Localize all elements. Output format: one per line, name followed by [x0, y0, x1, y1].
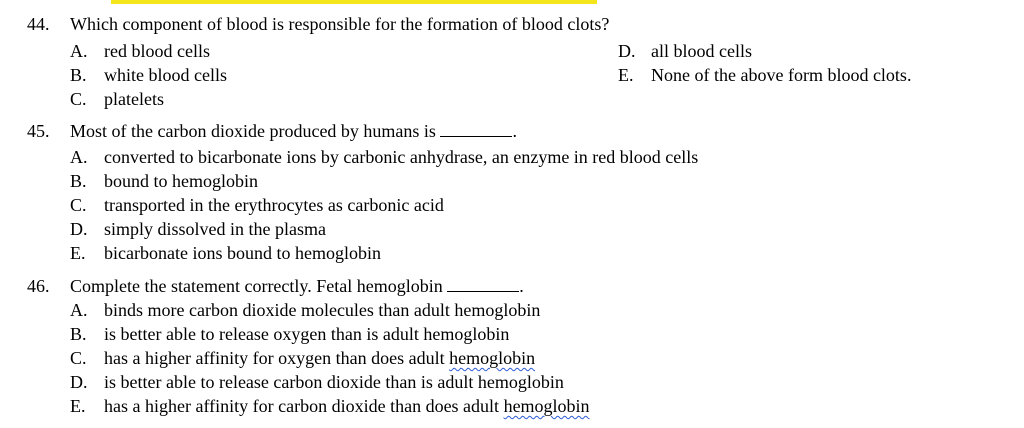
option-text: white blood cells: [104, 65, 227, 85]
option-text: platelets: [104, 89, 164, 109]
option-text: binds more carbon dioxide molecules than adult hemoglobin: [104, 300, 541, 320]
question-text-wrap: [70, 120, 517, 142]
option-letter: B.: [70, 324, 87, 344]
question-text: Most of the carbon dioxide produced by humans is: [70, 121, 436, 141]
option-letter: B.: [70, 171, 87, 191]
question-number: 45.: [27, 121, 50, 141]
answer-blank: [447, 275, 519, 292]
question-text: Complete the statement correctly. Fetal hemoglobin: [70, 276, 443, 296]
option-letter: E.: [70, 396, 86, 416]
option-text: None of the above form blood clots.: [651, 65, 912, 85]
question-text: Which component of blood is responsible for the formation of blood clots?: [70, 14, 610, 34]
option-text: is better able to release carbon dioxide than is adult hemoglobin: [104, 372, 564, 392]
spellcheck-word: hemoglobin: [449, 348, 536, 368]
option-letter: B.: [70, 65, 87, 85]
option-text: has a higher affinity for oxygen than does adult: [104, 348, 445, 368]
question-text-wrap: [70, 275, 524, 297]
question-end: .: [512, 121, 517, 141]
option-letter: E.: [70, 243, 86, 263]
option-text: is better able to release oxygen than is adult hemoglobin: [104, 324, 510, 344]
question-number: 46.: [27, 276, 50, 296]
option-letter: D.: [618, 41, 636, 61]
option-text-wrap: [104, 347, 535, 369]
option-letter: D.: [70, 372, 88, 392]
option-letter: C.: [70, 89, 87, 109]
answer-blank: [440, 120, 512, 137]
option-letter: C.: [70, 348, 87, 368]
question-number: 44.: [27, 14, 50, 34]
option-text-wrap: [104, 395, 590, 417]
option-letter: C.: [70, 195, 87, 215]
spellcheck-word: hemoglobin: [503, 396, 590, 416]
option-text: bicarbonate ions bound to hemoglobin: [104, 243, 381, 263]
option-letter: A.: [70, 41, 88, 61]
option-text: all blood cells: [651, 41, 752, 61]
option-text: transported in the erythrocytes as carbonic acid: [104, 195, 444, 215]
option-text: converted to bicarbonate ions by carbonic anhydrase, an enzyme in red blood cells: [104, 147, 699, 167]
option-letter: A.: [70, 300, 88, 320]
option-letter: E.: [618, 65, 634, 85]
previous-line-highlight: [111, 0, 597, 4]
option-text: simply dissolved in the plasma: [104, 219, 326, 239]
option-letter: D.: [70, 219, 88, 239]
option-text: bound to hemoglobin: [104, 171, 258, 191]
option-letter: A.: [70, 147, 88, 167]
option-text: has a higher affinity for carbon dioxide than does adult: [104, 396, 500, 416]
option-text: red blood cells: [104, 41, 210, 61]
question-end: .: [519, 276, 524, 296]
